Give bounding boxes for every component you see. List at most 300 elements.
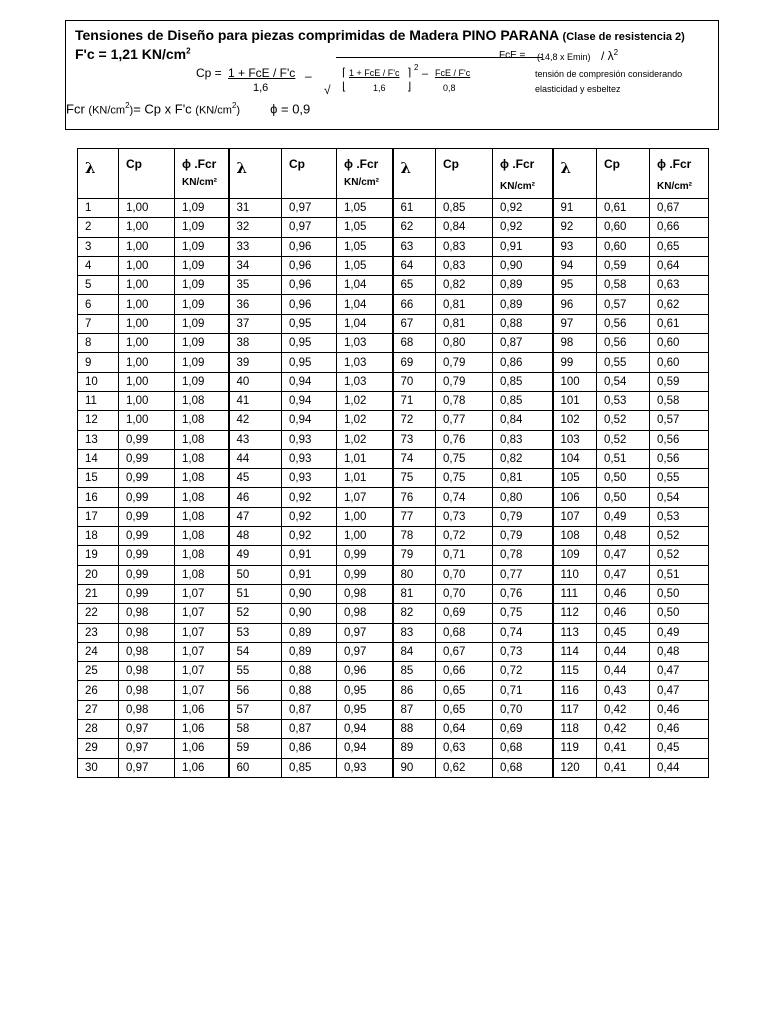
cell-phi-fcr: 0,94 [337, 739, 393, 758]
cell-cp: 0,60 [597, 237, 650, 256]
table-row [78, 237, 709, 256]
header-lambda: λ [553, 149, 597, 199]
cell-phi-fcr: 0,50 [650, 584, 709, 603]
cell-cp: 0,85 [436, 199, 493, 218]
table-row [78, 430, 709, 449]
cell-lambda: 85 [393, 662, 436, 681]
cell-lambda: 76 [393, 488, 436, 507]
cell-cp: 0,92 [282, 507, 337, 526]
cell-cp: 0,48 [597, 527, 650, 546]
cell-phi-fcr: 0,56 [650, 430, 709, 449]
cell-cp: 0,65 [436, 681, 493, 700]
right-numerator: FcE / F'c [435, 68, 471, 78]
cell-lambda: 118 [553, 720, 597, 739]
cell-cp: 0,61 [597, 199, 650, 218]
cell-phi-fcr: 0,56 [650, 449, 709, 468]
table-row [78, 391, 709, 410]
cell-lambda: 99 [553, 353, 597, 372]
cell-lambda: 8 [78, 334, 119, 353]
cell-phi-fcr: 1,05 [337, 237, 393, 256]
cell-phi-fcr: 0,93 [337, 758, 393, 777]
cell-cp: 0,99 [119, 565, 175, 584]
cell-lambda: 116 [553, 681, 597, 700]
cell-phi-fcr: 0,97 [337, 623, 393, 642]
cell-phi-fcr: 0,98 [337, 604, 393, 623]
cell-phi-fcr: 1,08 [175, 565, 229, 584]
cell-cp: 0,81 [436, 314, 493, 333]
cell-phi-fcr: 0,79 [493, 507, 553, 526]
cell-cp: 0,67 [436, 642, 493, 661]
cell-cp: 0,95 [282, 353, 337, 372]
cell-phi-fcr: 0,50 [650, 604, 709, 623]
cell-cp: 0,41 [597, 739, 650, 758]
cell-cp: 0,42 [597, 700, 650, 719]
cell-cp: 1,00 [119, 199, 175, 218]
cell-lambda: 53 [229, 623, 282, 642]
cell-cp: 0,60 [597, 218, 650, 237]
cell-cp: 0,65 [436, 700, 493, 719]
cell-lambda: 49 [229, 546, 282, 565]
cell-lambda: 38 [229, 334, 282, 353]
cell-cp: 1,00 [119, 256, 175, 275]
cell-cp: 0,73 [436, 507, 493, 526]
resistance-class: (Clase de resistencia 2) [562, 31, 685, 43]
cell-cp: 0,76 [436, 430, 493, 449]
cell-phi-fcr: 1,07 [175, 604, 229, 623]
cell-cp: 0,72 [436, 527, 493, 546]
cell-phi-fcr: 0,61 [650, 314, 709, 333]
cell-phi-fcr: 0,53 [650, 507, 709, 526]
cell-phi-fcr: 1,04 [337, 295, 393, 314]
cell-phi-fcr: 1,09 [175, 372, 229, 391]
cell-cp: 0,98 [119, 681, 175, 700]
cell-phi-fcr: 1,08 [175, 488, 229, 507]
cell-lambda: 52 [229, 604, 282, 623]
inner-numerator: 1 + FcE / F'c [349, 68, 400, 78]
fce-expression: (14,8 x Emin) [537, 52, 591, 62]
cell-lambda: 25 [78, 662, 119, 681]
table-row [78, 353, 709, 372]
cell-cp: 0,93 [282, 449, 337, 468]
cell-phi-fcr: 0,59 [650, 372, 709, 391]
cell-cp: 0,51 [597, 449, 650, 468]
minus-sign: – [305, 69, 312, 83]
table-header-row [78, 149, 709, 199]
table-row [78, 314, 709, 333]
cell-lambda: 2 [78, 218, 119, 237]
cell-lambda: 91 [553, 199, 597, 218]
cell-phi-fcr: 0,67 [650, 199, 709, 218]
cell-lambda: 103 [553, 430, 597, 449]
cell-cp: 0,99 [119, 527, 175, 546]
cell-phi-fcr: 1,08 [175, 527, 229, 546]
cell-cp: 0,96 [282, 237, 337, 256]
cell-phi-fcr: 0,47 [650, 681, 709, 700]
cell-cp: 0,45 [597, 623, 650, 642]
cell-lambda: 106 [553, 488, 597, 507]
inner-denominator: 1,6 [373, 83, 386, 93]
table-body [78, 199, 709, 778]
table-row [78, 469, 709, 488]
cell-phi-fcr: 0,71 [493, 681, 553, 700]
cell-cp: 0,99 [119, 488, 175, 507]
cell-lambda: 90 [393, 758, 436, 777]
cell-phi-fcr: 0,46 [650, 700, 709, 719]
cell-cp: 0,99 [119, 546, 175, 565]
table-row [78, 449, 709, 468]
cell-phi-fcr: 0,44 [650, 758, 709, 777]
cell-cp: 1,00 [119, 372, 175, 391]
table-row [78, 488, 709, 507]
cell-phi-fcr: 0,96 [337, 662, 393, 681]
cell-phi-fcr: 1,07 [175, 642, 229, 661]
cell-cp: 0,52 [597, 430, 650, 449]
cell-phi-fcr: 1,05 [337, 199, 393, 218]
table-row [78, 758, 709, 777]
right-bracket-bottom: ⌋ [407, 81, 412, 93]
cell-lambda: 36 [229, 295, 282, 314]
cell-phi-fcr: 1,09 [175, 218, 229, 237]
cell-lambda: 56 [229, 681, 282, 700]
cell-cp: 0,70 [436, 584, 493, 603]
cell-cp: 0,97 [119, 739, 175, 758]
cell-phi-fcr: 1,09 [175, 256, 229, 275]
cell-phi-fcr: 1,05 [337, 218, 393, 237]
header-lambda: λ [78, 149, 119, 199]
cell-phi-fcr: 0,68 [493, 758, 553, 777]
cell-lambda: 18 [78, 527, 119, 546]
cell-lambda: 89 [393, 739, 436, 758]
square-exponent: 2 [414, 63, 419, 72]
cell-lambda: 35 [229, 276, 282, 295]
cell-lambda: 86 [393, 681, 436, 700]
cell-phi-fcr: 1,07 [175, 623, 229, 642]
cell-lambda: 55 [229, 662, 282, 681]
cell-lambda: 37 [229, 314, 282, 333]
fcr-formula: Fcr $(KN/cm^2)= Cp$ x F'c $(KN/cm^2) \phi = 0,9$ [66, 101, 311, 117]
cell-phi-fcr: 0,85 [493, 391, 553, 410]
cell-lambda: 98 [553, 334, 597, 353]
cell-lambda: 29 [78, 739, 119, 758]
cell-phi-fcr: 1,04 [337, 314, 393, 333]
cell-cp: 0,64 [436, 720, 493, 739]
cell-lambda: 10 [78, 372, 119, 391]
cell-phi-fcr: 0,79 [493, 527, 553, 546]
cell-cp: 0,96 [282, 295, 337, 314]
table-row [78, 295, 709, 314]
table-row [78, 739, 709, 758]
cell-phi-fcr: 1,08 [175, 449, 229, 468]
cell-lambda: 50 [229, 565, 282, 584]
cell-phi-fcr: 1,03 [337, 353, 393, 372]
cell-phi-fcr: 0,78 [493, 546, 553, 565]
cell-cp: 0,86 [282, 739, 337, 758]
cell-phi-fcr: 1,09 [175, 353, 229, 372]
cell-phi-fcr: 0,99 [337, 546, 393, 565]
cell-lambda: 94 [553, 256, 597, 275]
cell-phi-fcr: 0,76 [493, 584, 553, 603]
cell-lambda: 112 [553, 604, 597, 623]
cell-lambda: 12 [78, 411, 119, 430]
cell-lambda: 74 [393, 449, 436, 468]
cell-phi-fcr: 0,60 [650, 353, 709, 372]
cell-phi-fcr: 0,65 [650, 237, 709, 256]
table-row [78, 584, 709, 603]
table-row [78, 546, 709, 565]
cell-phi-fcr: 1,07 [175, 681, 229, 700]
table-row [78, 565, 709, 584]
cell-cp: 0,97 [119, 720, 175, 739]
cell-phi-fcr: 1,01 [337, 469, 393, 488]
cell-cp: 0,83 [436, 256, 493, 275]
cell-lambda: 113 [553, 623, 597, 642]
left-bracket-bottom: ⌊ [342, 81, 347, 93]
cell-phi-fcr: 0,66 [650, 218, 709, 237]
cell-phi-fcr: 1,01 [337, 449, 393, 468]
cell-lambda: 27 [78, 700, 119, 719]
cell-cp: 0,90 [282, 584, 337, 603]
cell-cp: 0,84 [436, 218, 493, 237]
cell-lambda: 96 [553, 295, 597, 314]
cell-cp: 0,93 [282, 469, 337, 488]
cell-phi-fcr: 1,04 [337, 276, 393, 295]
cell-lambda: 75 [393, 469, 436, 488]
cell-lambda: 80 [393, 565, 436, 584]
cell-phi-fcr: 0,90 [493, 256, 553, 275]
cell-cp: 1,00 [119, 237, 175, 256]
cp-denominator: 1,6 [253, 82, 269, 94]
cell-cp: 0,98 [119, 623, 175, 642]
cell-cp: 0,93 [282, 430, 337, 449]
cell-phi-fcr: 1,06 [175, 700, 229, 719]
cell-phi-fcr: 0,82 [493, 449, 553, 468]
cell-lambda: 72 [393, 411, 436, 430]
cell-lambda: 63 [393, 237, 436, 256]
cell-lambda: 40 [229, 372, 282, 391]
cell-cp: 1,00 [119, 276, 175, 295]
cell-cp: 0,87 [282, 720, 337, 739]
table-row [78, 720, 709, 739]
header-cp: Cp [436, 149, 493, 199]
table-row [78, 642, 709, 661]
cell-lambda: 57 [229, 700, 282, 719]
cell-cp: 0,53 [597, 391, 650, 410]
cell-phi-fcr: 0,98 [337, 584, 393, 603]
cell-cp: 0,99 [119, 584, 175, 603]
cell-cp: 0,50 [597, 488, 650, 507]
cell-phi-fcr: 1,08 [175, 546, 229, 565]
cell-lambda: 31 [229, 199, 282, 218]
cell-cp: 0,99 [119, 449, 175, 468]
cell-phi-fcr: 0,70 [493, 700, 553, 719]
table-row [78, 256, 709, 275]
header-cp: Cp [597, 149, 650, 199]
cell-cp: 0,43 [597, 681, 650, 700]
cell-cp: 0,95 [282, 334, 337, 353]
cell-cp: 0,79 [436, 353, 493, 372]
cell-phi-fcr: 1,09 [175, 276, 229, 295]
cell-lambda: 7 [78, 314, 119, 333]
cell-phi-fcr: 1,02 [337, 411, 393, 430]
cell-cp: 0,92 [282, 527, 337, 546]
cell-lambda: 105 [553, 469, 597, 488]
header-lambda: λ [229, 149, 282, 199]
inner-minus-sign: – [422, 68, 429, 80]
header-phi-fcr: ϕ .Fcr KN/cm² [337, 149, 393, 199]
cell-cp: 0,44 [597, 662, 650, 681]
cell-phi-fcr: 1,09 [175, 334, 229, 353]
phi-value: ϕ = 0,9 [270, 101, 311, 117]
cell-lambda: 71 [393, 391, 436, 410]
cell-phi-fcr: 1,03 [337, 372, 393, 391]
cell-lambda: 13 [78, 430, 119, 449]
table-row [78, 681, 709, 700]
cell-cp: 0,49 [597, 507, 650, 526]
cell-phi-fcr: 1,07 [175, 584, 229, 603]
cell-lambda: 78 [393, 527, 436, 546]
cell-phi-fcr: 1,00 [337, 507, 393, 526]
formula-header-box [65, 20, 719, 130]
cell-phi-fcr: 1,06 [175, 720, 229, 739]
cell-phi-fcr: 0,97 [337, 642, 393, 661]
cell-lambda: 100 [553, 372, 597, 391]
fce-note-line1: tensión de compresión considerando [535, 69, 683, 79]
cell-lambda: 44 [229, 449, 282, 468]
header-lambda: λ [393, 149, 436, 199]
cell-cp: 0,52 [597, 411, 650, 430]
cell-lambda: 45 [229, 469, 282, 488]
cell-lambda: 87 [393, 700, 436, 719]
cell-phi-fcr: 1,02 [337, 391, 393, 410]
cell-lambda: 21 [78, 584, 119, 603]
cell-cp: 0,91 [282, 565, 337, 584]
cell-lambda: 88 [393, 720, 436, 739]
table-row [78, 623, 709, 642]
cell-cp: 0,94 [282, 372, 337, 391]
cell-lambda: 62 [393, 218, 436, 237]
cell-lambda: 93 [553, 237, 597, 256]
cell-cp: 0,69 [436, 604, 493, 623]
cell-cp: 0,70 [436, 565, 493, 584]
cell-lambda: 92 [553, 218, 597, 237]
cell-lambda: 66 [393, 295, 436, 314]
cell-cp: 0,99 [119, 430, 175, 449]
cell-phi-fcr: 0,68 [493, 739, 553, 758]
cell-cp: 0,46 [597, 584, 650, 603]
cell-lambda: 73 [393, 430, 436, 449]
cell-phi-fcr: 1,07 [337, 488, 393, 507]
cell-lambda: 39 [229, 353, 282, 372]
cell-cp: 0,97 [282, 218, 337, 237]
fc-value: F'c = 1,21 $KN/cm^2$ [75, 46, 191, 62]
cell-lambda: 109 [553, 546, 597, 565]
cell-phi-fcr: 0,80 [493, 488, 553, 507]
cell-phi-fcr: 0,46 [650, 720, 709, 739]
cell-phi-fcr: 1,06 [175, 739, 229, 758]
design-stress-table [77, 148, 709, 778]
cell-cp: 0,74 [436, 488, 493, 507]
cell-cp: 1,00 [119, 391, 175, 410]
cell-phi-fcr: 0,72 [493, 662, 553, 681]
cell-cp: 1,00 [119, 411, 175, 430]
cell-cp: 0,80 [436, 334, 493, 353]
cell-phi-fcr: 0,73 [493, 642, 553, 661]
cell-phi-fcr: 0,57 [650, 411, 709, 430]
cell-cp: 0,63 [436, 739, 493, 758]
cell-phi-fcr: 1,07 [175, 662, 229, 681]
cell-cp: 0,56 [597, 314, 650, 333]
cell-lambda: 115 [553, 662, 597, 681]
cell-phi-fcr: 0,89 [493, 276, 553, 295]
cell-phi-fcr: 0,52 [650, 527, 709, 546]
cell-cp: 0,98 [119, 700, 175, 719]
cell-phi-fcr: 0,95 [337, 700, 393, 719]
cell-cp: 0,99 [119, 507, 175, 526]
cell-phi-fcr: 0,89 [493, 295, 553, 314]
cell-lambda: 14 [78, 449, 119, 468]
cell-phi-fcr: 1,08 [175, 469, 229, 488]
cell-lambda: 70 [393, 372, 436, 391]
header-phi-fcr: ϕ .Fcr KN/cm² [493, 149, 553, 199]
cell-lambda: 120 [553, 758, 597, 777]
cell-phi-fcr: 0,45 [650, 739, 709, 758]
cell-phi-fcr: 1,08 [175, 507, 229, 526]
cell-phi-fcr: 0,88 [493, 314, 553, 333]
cell-phi-fcr: 1,03 [337, 334, 393, 353]
fce-label: FcE = [499, 50, 526, 61]
table-row [78, 604, 709, 623]
table-row [78, 199, 709, 218]
cell-lambda: 79 [393, 546, 436, 565]
cell-lambda: 101 [553, 391, 597, 410]
cell-lambda: 22 [78, 604, 119, 623]
cell-cp: 0,81 [436, 295, 493, 314]
cell-phi-fcr: 0,84 [493, 411, 553, 430]
cell-phi-fcr: 0,47 [650, 662, 709, 681]
cell-lambda: 19 [78, 546, 119, 565]
cell-phi-fcr: 0,63 [650, 276, 709, 295]
cell-cp: 0,55 [597, 353, 650, 372]
cell-phi-fcr: 0,60 [650, 334, 709, 353]
cell-cp: 0,91 [282, 546, 337, 565]
table-row [78, 507, 709, 526]
cell-cp: 0,47 [597, 565, 650, 584]
table-row [78, 276, 709, 295]
cell-lambda: 20 [78, 565, 119, 584]
cell-cp: 0,47 [597, 546, 650, 565]
cell-phi-fcr: 1,09 [175, 237, 229, 256]
cell-lambda: 48 [229, 527, 282, 546]
cell-cp: 0,95 [282, 314, 337, 333]
cell-lambda: 60 [229, 758, 282, 777]
cell-cp: 1,00 [119, 334, 175, 353]
cell-phi-fcr: 0,91 [493, 237, 553, 256]
cell-cp: 1,00 [119, 314, 175, 333]
header-cp: Cp [282, 149, 337, 199]
table-row [78, 527, 709, 546]
cell-cp: 0,92 [282, 488, 337, 507]
cell-lambda: 6 [78, 295, 119, 314]
cell-lambda: 23 [78, 623, 119, 642]
cell-cp: 0,89 [282, 623, 337, 642]
cell-phi-fcr: 0,49 [650, 623, 709, 642]
cell-cp: 0,89 [282, 642, 337, 661]
cell-lambda: 28 [78, 720, 119, 739]
cell-phi-fcr: 1,02 [337, 430, 393, 449]
cell-lambda: 33 [229, 237, 282, 256]
cell-phi-fcr: 0,86 [493, 353, 553, 372]
cell-lambda: 97 [553, 314, 597, 333]
